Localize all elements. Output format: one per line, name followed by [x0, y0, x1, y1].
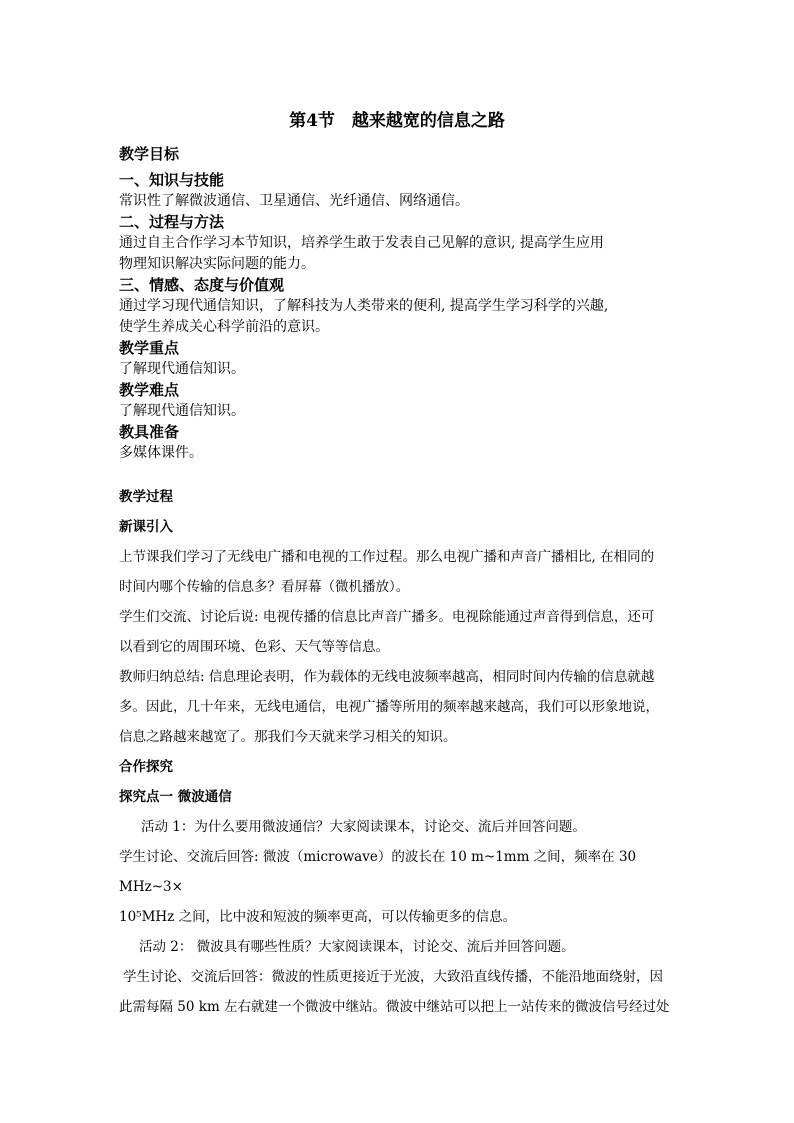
answer-2-line-2: 此需每隔 50 km 左右就建一个微波中继站。微波中继站可以把上一站传来的微波信号经过处 [119, 999, 670, 1015]
process-method-heading: 二、过程与方法 [119, 213, 225, 231]
process-heading: 教学过程 [119, 489, 173, 505]
emotion-text-2: 使学生养成关心科学前沿的意识。 [119, 319, 329, 335]
teacher-line-3: 信息之路越来越宽了。那我们今天就来学习相关的知识。 [119, 729, 457, 745]
students-line-1: 学生们交流、讨论后说: 电视传播的信息比声音广播多。电视除能通过声音得到信息，还可 [119, 609, 655, 625]
answer-2-line-1: 学生讨论、交流后回答：微波的性质更接近于光波，大致沿直线传播，不能沿地面绕射，因 [123, 969, 663, 985]
tools-text: 多媒体课件。 [119, 445, 203, 461]
difficulty-text: 了解现代通信知识。 [119, 403, 245, 419]
objectives-heading: 教学目标 [119, 145, 180, 163]
point1-heading: 探究点一 微波通信 [119, 789, 232, 805]
objectives-section [119, 144, 679, 464]
answer-1-line-1: 学生讨论、交流后回答: 微波（microwave）的波长在 10 m~1mm 之间，频率在 30 MHz~3× [119, 849, 637, 895]
emotion-heading: 三、情感、态度与价值观 [119, 276, 285, 294]
key-point-heading: 教学重点 [119, 339, 180, 357]
process-method-text-2: 物理知识解决实际问题的能力。 [119, 256, 315, 272]
key-point-text: 了解现代通信知识。 [119, 361, 245, 377]
intro-line-1: 上节课我们学习了无线电广播和电视的工作过程。那么电视广播和声音广播相比, 在相同的 [119, 549, 655, 565]
tools-heading: 教具准备 [119, 423, 180, 441]
knowledge-heading: 一、知识与技能 [119, 171, 225, 189]
coop-heading: 合作探究 [119, 759, 173, 775]
intro-line-2: 时间内哪个传输的信息多？看屏幕（微机播放）。 [119, 579, 410, 595]
activity-2: 活动 2： 微波具有哪些性质？大家阅读课本，讨论交、流后并回答问题。 [139, 939, 575, 955]
emotion-text-1: 通过学习现代通信知识，了解科技为人类带来的便利, 提高学生学习科学的兴趣, [119, 298, 609, 314]
answer-1-line-2: 10⁵MHz 之间，比中波和短波的频率更高，可以传输更多的信息。 [119, 909, 517, 925]
page-title: 第4节 越来越宽的信息之路 [289, 111, 505, 131]
process-method-text-1: 通过自主合作学习本节知识，培养学生敢于发表自己见解的意识, 提高学生应用 [119, 235, 604, 251]
students-line-2: 以看到它的周围环境、色彩、天气等等信息。 [119, 639, 389, 655]
process-section [119, 482, 679, 1022]
teacher-line-1: 教师归纳总结: 信息理论表明，作为载体的无线电波频率越高，相同时间内传输的信息就越 [119, 669, 655, 685]
difficulty-heading: 教学难点 [119, 381, 180, 399]
intro-heading: 新课引入 [119, 519, 173, 535]
activity-1: 活动 1：为什么要用微波通信？大家阅读课本，讨论交、流后并回答问题。 [141, 819, 586, 835]
knowledge-text: 常识性了解微波通信、卫星通信、光纤通信、网络通信。 [119, 193, 469, 209]
teacher-line-2: 多。因此，几十年来，无线电通信，电视广播等所用的频率越来越高，我们可以形象地说， [119, 699, 659, 715]
